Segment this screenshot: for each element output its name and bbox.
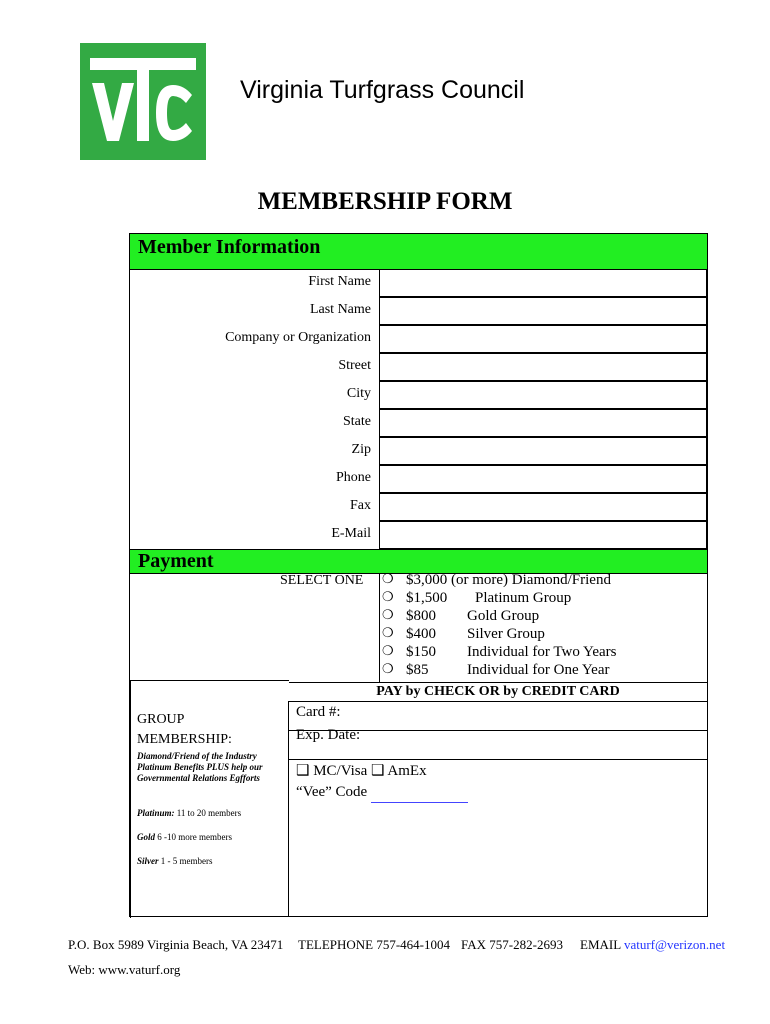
group-title-line2: MEMBERSHIP: <box>137 732 232 747</box>
radio-icon: ❍ <box>382 626 394 641</box>
email-link[interactable]: vaturf@verizon.net <box>623 937 726 952</box>
radio-icon: ❍ <box>382 662 394 677</box>
street-label: Street <box>338 358 371 373</box>
fax-field[interactable] <box>379 493 707 521</box>
vee-code-label: “Vee” Code <box>296 784 368 800</box>
footer-email <box>580 937 725 953</box>
option-diamond[interactable] <box>382 572 702 590</box>
membership-form <box>129 233 708 917</box>
group-top-border <box>130 680 289 681</box>
card-row-border <box>289 759 707 760</box>
footer-address: P.O. Box 5989 Virginia Beach, VA 23471 <box>68 937 284 952</box>
email-label: EMAIL <box>580 937 621 952</box>
tier-text: 1 - 5 members <box>158 856 213 866</box>
vtc-logo-graphic <box>80 43 206 160</box>
field-row-city <box>130 381 707 409</box>
footer-web: Web: www.vaturf.org <box>68 962 181 977</box>
payment-header <box>130 549 707 574</box>
field-row-email <box>130 521 707 549</box>
tier-text: 6 -10 more members <box>155 832 232 842</box>
option-amount: $1,500 <box>406 590 448 606</box>
pay-by-banner: PAY by CHECK OR by CREDIT CARD <box>289 682 707 702</box>
last-name-field[interactable] <box>379 297 707 325</box>
option-gold[interactable] <box>382 608 702 626</box>
state-label: State <box>343 414 371 429</box>
field-row-phone <box>130 465 707 493</box>
card-type-options[interactable]: ❑ MC/Visa ❑ AmEx <box>296 763 427 779</box>
footer-telephone: TELEPHONE 757-464-1004 <box>298 937 451 952</box>
field-row-zip <box>130 437 707 465</box>
option-desc: Platinum Group <box>475 590 572 606</box>
exp-date-label[interactable]: Exp. Date: <box>296 727 361 743</box>
option-amount: $400 <box>406 626 436 642</box>
option-desc: Individual for One Year <box>467 662 610 678</box>
option-amount: $85 <box>406 662 429 678</box>
last-name-label: Last Name <box>309 302 371 317</box>
option-one-year[interactable] <box>382 662 702 680</box>
city-field[interactable] <box>379 381 707 409</box>
group-card-divider <box>288 701 289 917</box>
payment-heading: Payment <box>138 550 214 572</box>
form-title-text: MEMBERSHIP FORM <box>257 188 513 215</box>
option-desc: Gold Group <box>467 608 540 624</box>
group-left-border <box>130 680 131 918</box>
field-row-company <box>130 325 707 353</box>
zip-label: Zip <box>351 442 371 457</box>
field-row-first-name <box>130 269 707 297</box>
select-one-label: SELECT ONE <box>280 573 364 588</box>
zip-field[interactable] <box>379 437 707 465</box>
payment-divider <box>379 573 380 682</box>
tier-gold <box>137 832 232 842</box>
option-silver[interactable] <box>382 626 702 644</box>
radio-icon: ❍ <box>382 572 394 587</box>
option-desc: Silver Group <box>467 626 545 642</box>
option-amount: $3,000 (or more) Diamond/Friend <box>406 572 611 588</box>
radio-icon: ❍ <box>382 644 394 659</box>
option-desc: Individual for Two Years <box>467 644 617 660</box>
tier-name: Silver <box>137 856 159 866</box>
member-info-heading: Member Information <box>138 236 321 258</box>
option-platinum[interactable] <box>382 590 702 608</box>
organization-name: Virginia Turfgrass Council <box>240 76 525 104</box>
group-membership-title <box>137 710 232 750</box>
field-row-street <box>130 353 707 381</box>
form-title <box>0 188 770 216</box>
phone-field[interactable] <box>379 465 707 493</box>
option-amount: $800 <box>406 608 436 624</box>
vee-code-field[interactable] <box>371 802 468 803</box>
state-field[interactable] <box>379 409 707 437</box>
first-name-field[interactable] <box>379 269 707 297</box>
vtc-logo <box>80 43 206 160</box>
phone-label: Phone <box>336 470 371 485</box>
member-info-header <box>130 234 707 270</box>
company-field[interactable] <box>379 325 707 353</box>
email-field[interactable] <box>379 521 707 549</box>
radio-icon: ❍ <box>382 608 394 623</box>
card-number-label[interactable]: Card #: <box>296 704 341 720</box>
group-title-line1: GROUP <box>137 712 185 727</box>
tier-name: Platinum: <box>137 808 175 818</box>
street-field[interactable] <box>379 353 707 381</box>
field-row-fax <box>130 493 707 521</box>
email-label: E-Mail <box>331 526 371 541</box>
fax-label: Fax <box>350 498 371 513</box>
first-name-label: First Name <box>308 274 371 289</box>
group-note: Diamond/Friend of the Industry Platinum Benefits PLUS help our Governmental Relations Egfforts <box>137 751 263 783</box>
field-row-last-name <box>130 297 707 325</box>
payment-options <box>382 572 702 680</box>
tier-name: Gold <box>137 832 155 842</box>
city-label: City <box>346 386 371 401</box>
tier-text: 11 to 20 members <box>174 808 242 818</box>
card-top-border <box>289 701 707 702</box>
field-row-state <box>130 409 707 437</box>
tier-platinum <box>137 808 241 818</box>
radio-icon: ❍ <box>382 590 394 605</box>
company-label: Company or Organization <box>225 330 371 345</box>
option-two-years[interactable] <box>382 644 702 662</box>
option-amount: $150 <box>406 644 436 660</box>
tier-silver <box>137 856 213 866</box>
footer-fax: FAX 757-282-2693 <box>461 937 563 952</box>
